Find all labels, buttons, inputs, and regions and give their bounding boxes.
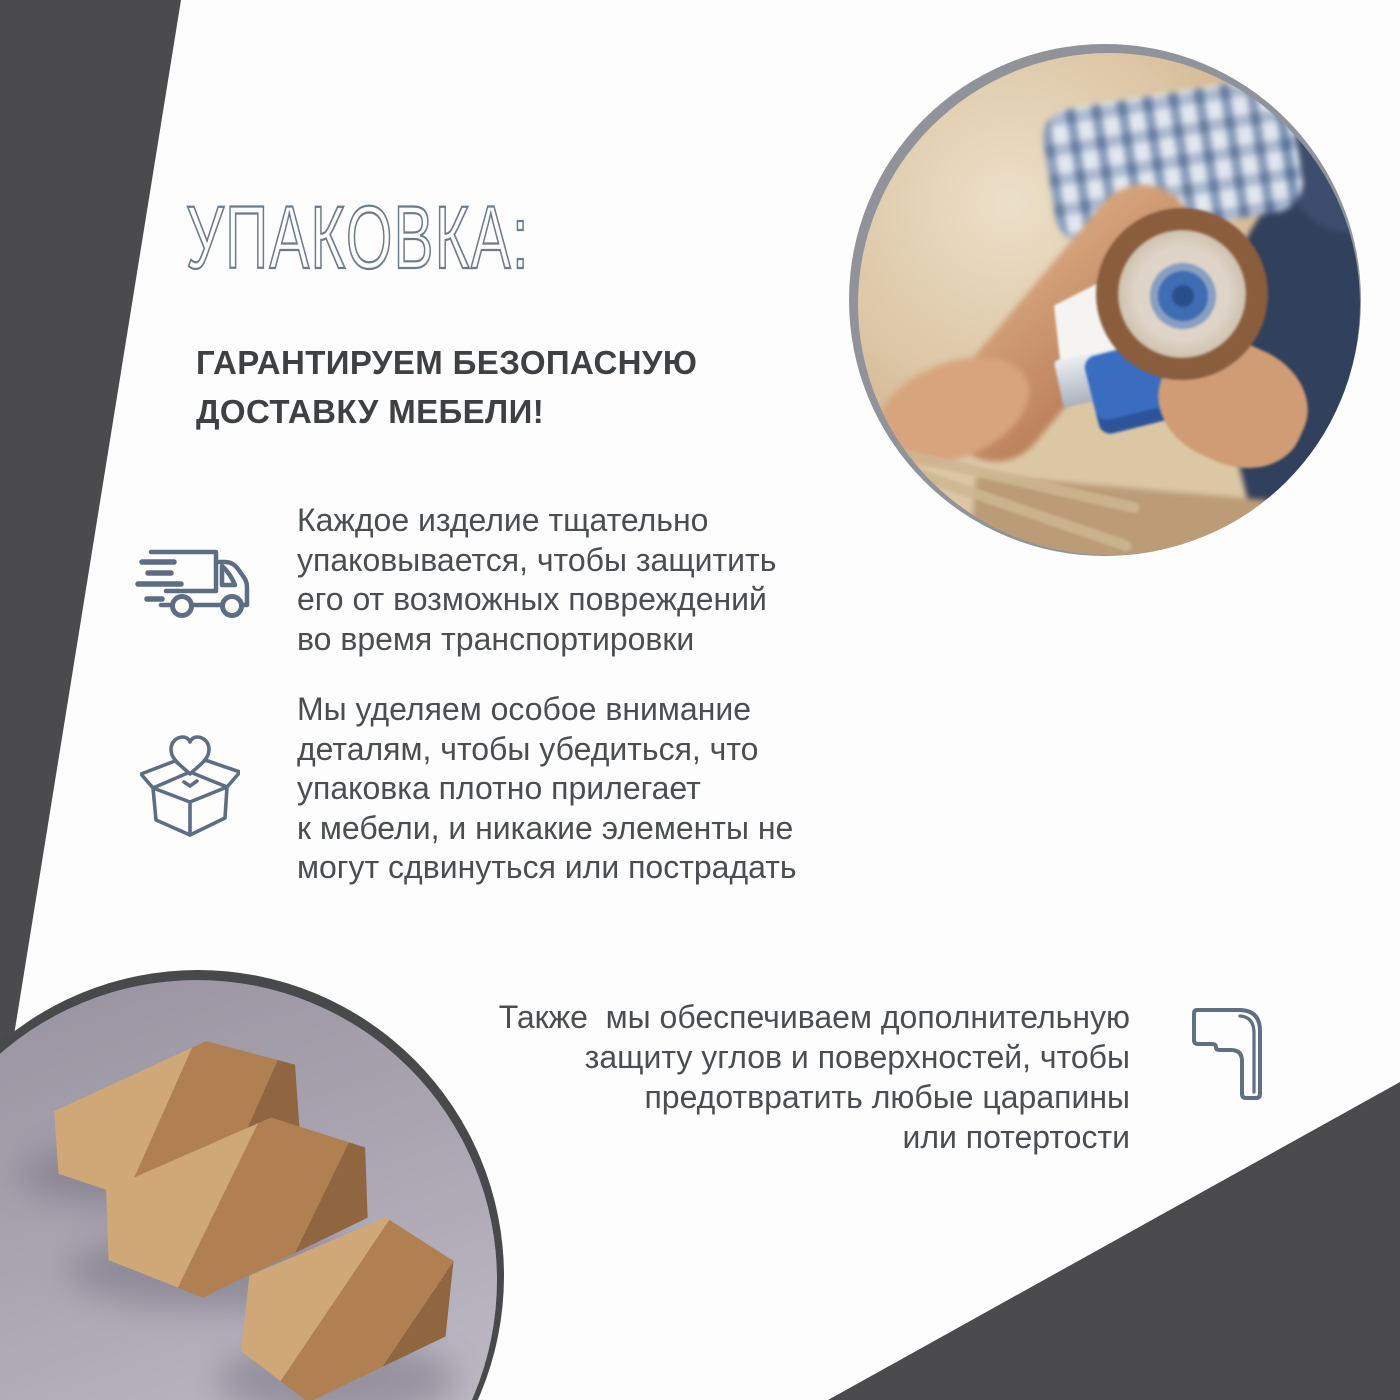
feature-text-line: предотвратить любые царапины (644, 1079, 1130, 1115)
delivery-truck-icon (131, 544, 256, 624)
feature-text-line: Каждое изделие тщательно (297, 502, 709, 538)
feature-text-line: во время транспортировки (297, 620, 695, 657)
feature-text-line: к мебели, и никакие элементы не (297, 809, 794, 846)
subtitle-line: ГАРАНТИРУЕМ БЕЗОПАСНУЮ (196, 344, 698, 381)
feature-text-line: Мы уделяем особое внимание (297, 691, 752, 727)
feature-text-corners (370, 997, 1130, 1157)
tape-roll-hub-shape (1158, 271, 1208, 321)
feature-text-packing (297, 501, 776, 659)
feature-text-details (297, 690, 797, 888)
feature-text-line: упаковывается, чтобы защитить (297, 541, 777, 578)
page-subtitle (196, 338, 697, 436)
feature-text-line: или потертости (902, 1119, 1130, 1155)
tape-packing-photo (858, 53, 1360, 555)
feature-text-line: могут сдвинуться или пострадать (297, 849, 797, 885)
open-box-heart-icon (140, 730, 240, 845)
feature-text-line: Также мы обеспечиваем дополнительную (498, 999, 1130, 1035)
page-title: УПАКОВКА: (186, 187, 530, 287)
feature-text-line: защиту углов и поверхностей, чтобы (584, 1039, 1130, 1075)
corner-protector-icon (1183, 1003, 1271, 1108)
feature-text-line: его от возможных повреждений (297, 581, 767, 617)
feature-text-line: упаковка плотно прилегает (297, 770, 701, 806)
feature-text-line: деталям, чтобы убедиться, что (297, 730, 759, 767)
subtitle-line: ДОСТАВКУ МЕБЕЛИ! (196, 393, 545, 430)
